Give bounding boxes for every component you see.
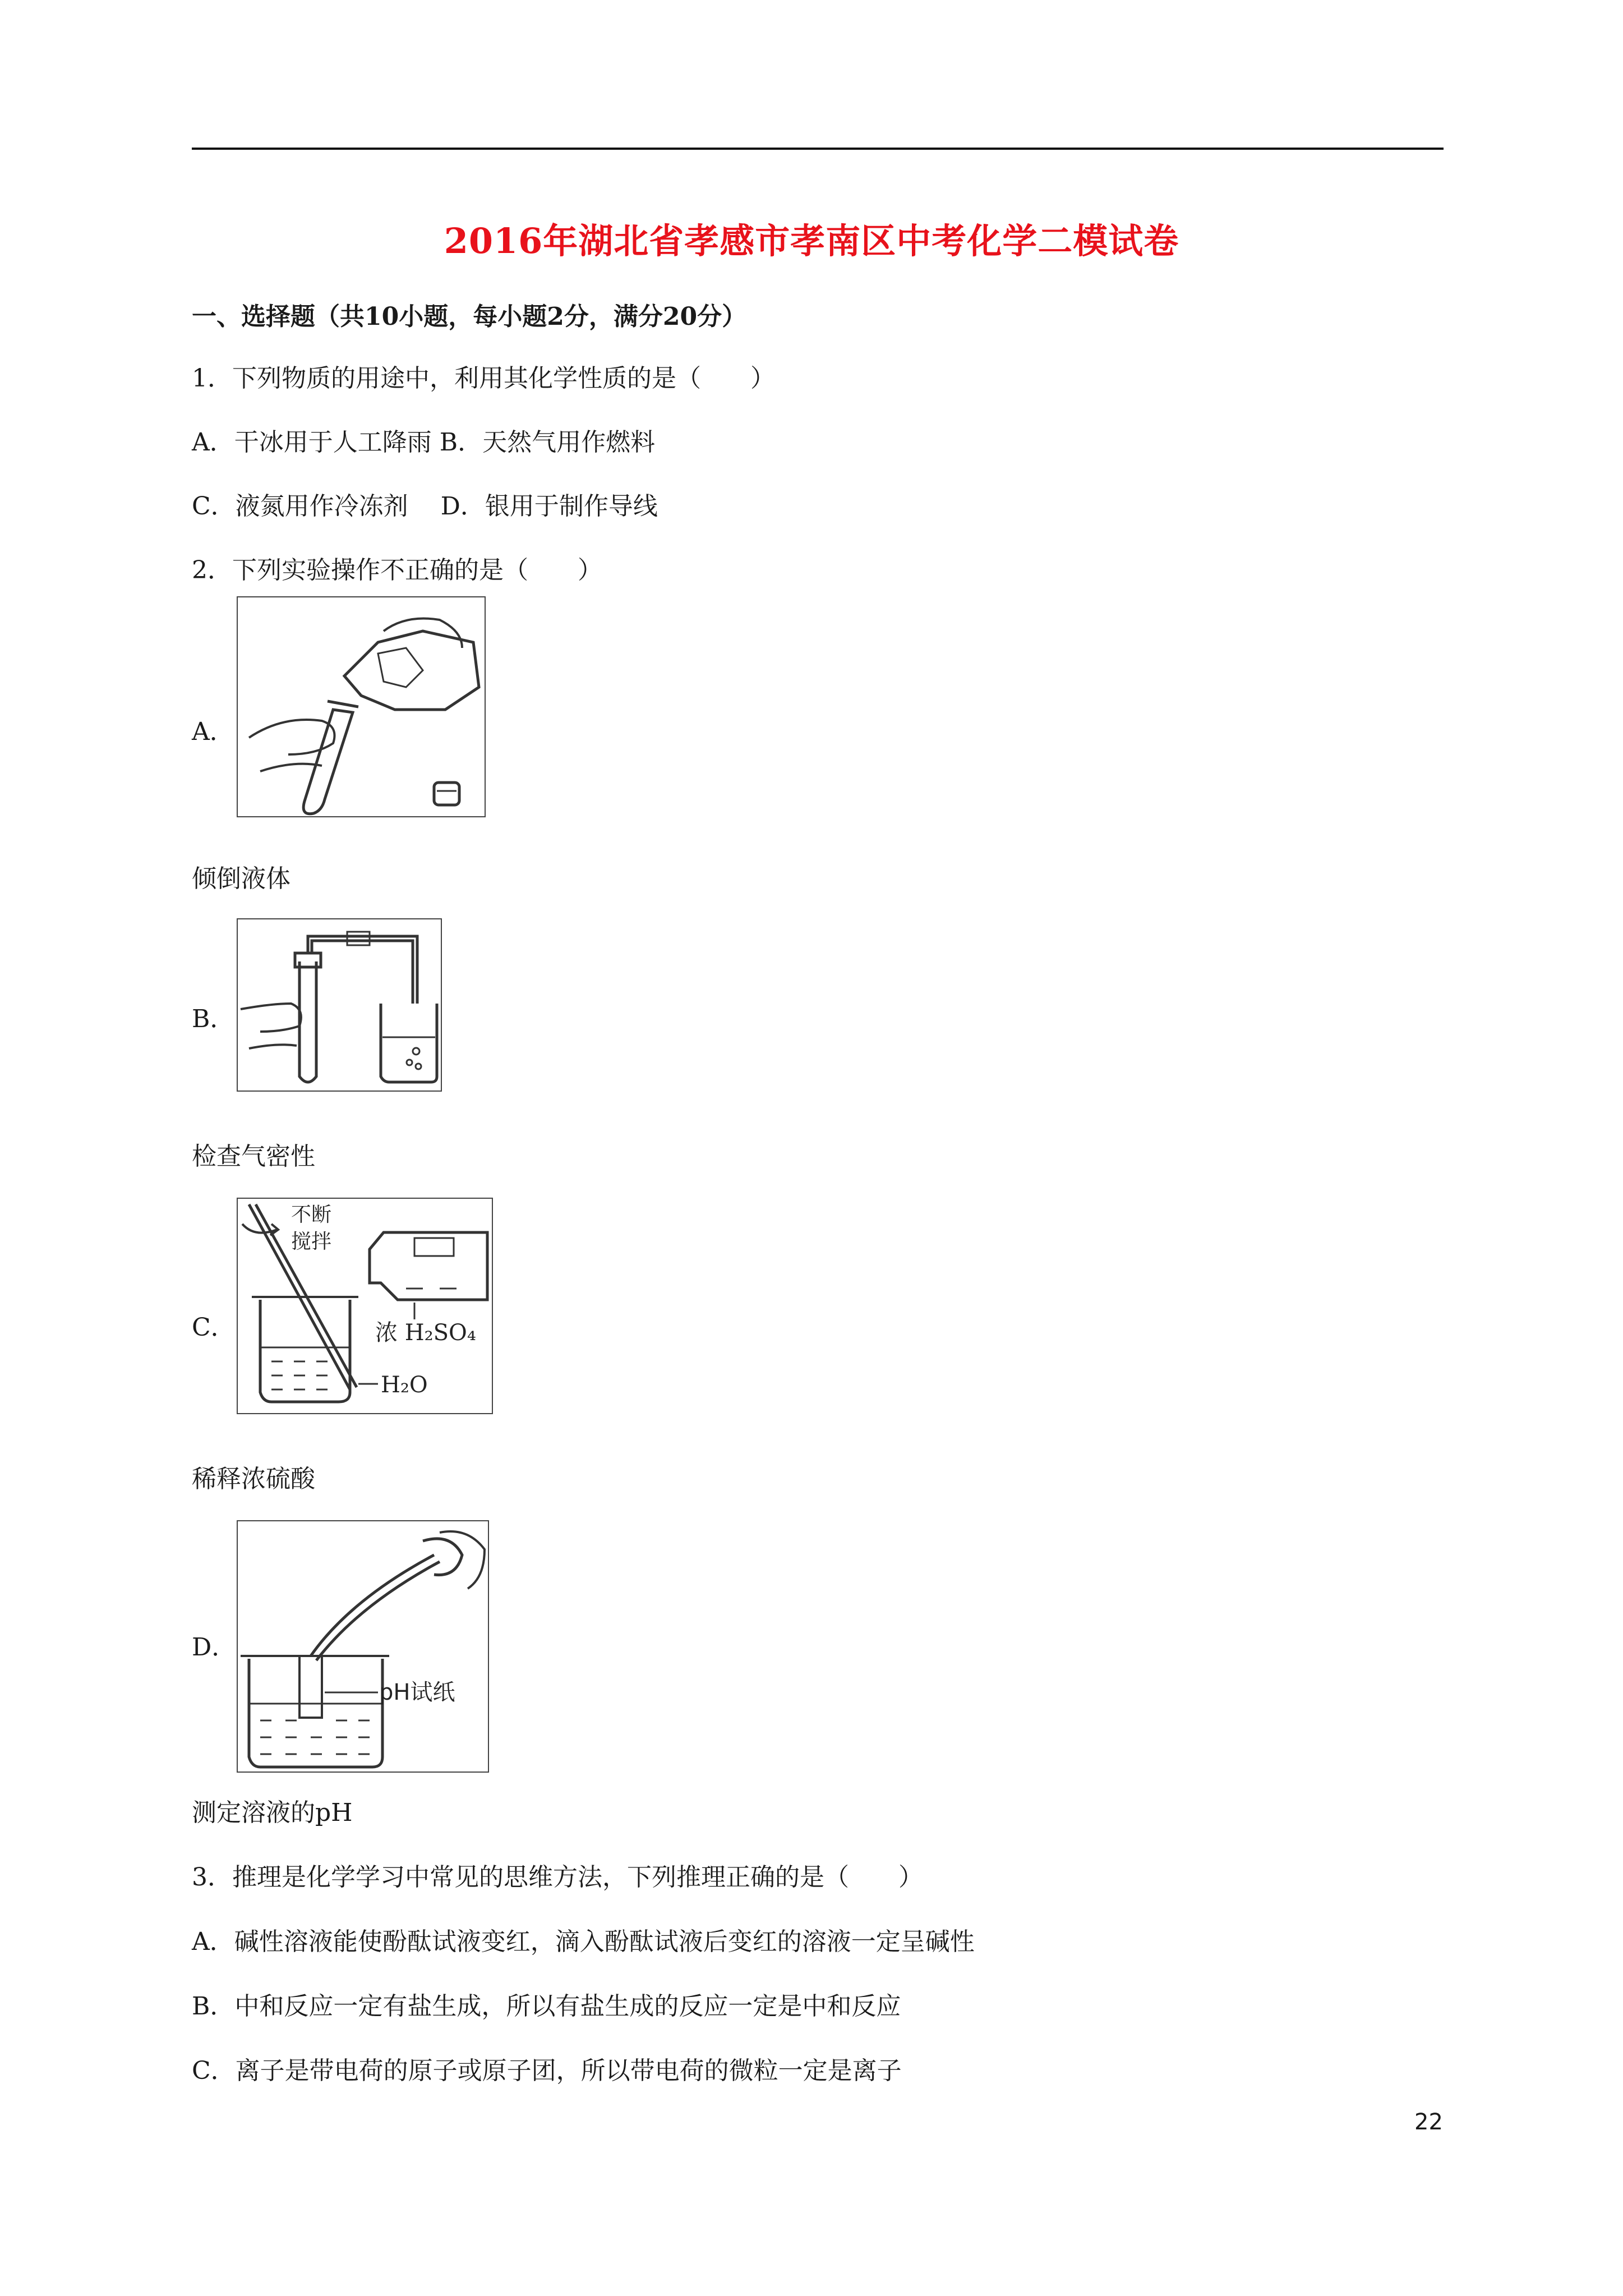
q2-option-b-letter: B． [192,1005,235,1033]
acid-label: 浓 H₂SO₄ [375,1320,476,1346]
q1-stem: 1．下列物质的用途中，利用其化学性质的是（ ） [192,364,775,393]
stir-label-2: 搅拌 [291,1230,332,1253]
page-number: 22 [1414,2109,1443,2135]
q3-option-b: B．中和反应一定有盐生成，所以有盐生成的反应一定是中和反应 [192,1992,901,2021]
q1-options-ab: A．干冰用于人工降雨 B．天然气用作燃料 [192,428,656,457]
q2-option-c-letter: C． [192,1313,236,1342]
ph-test-figure [237,1520,489,1773]
section-heading: 一、选择题（共10小题，每小题2分，满分20分） [192,302,747,331]
dilute-sulfuric-acid-figure [237,1198,493,1414]
stir-label-1: 不断 [291,1203,332,1226]
q2-option-b-caption: 检查气密性 [192,1142,315,1171]
q3-option-c: C．离子是带电荷的原子或原子团，所以带电荷的微粒一定是离子 [192,2056,902,2085]
q2-stem: 2．下列实验操作不正确的是（ ） [192,556,602,585]
q2-option-d-caption: 测定溶液的pH [192,1798,353,1827]
q3-option-a: A．碱性溶液能使酚酞试液变红，滴入酚酞试液后变红的溶液一定呈碱性 [192,1927,975,1956]
q1-options-cd: C．液氮用作冷冻剂 D．银用于制作导线 [192,492,658,521]
ph-paper-label: pH试纸 [379,1680,455,1705]
page-title: 2016年湖北省孝感市孝南区中考化学二模试卷 [444,220,1179,261]
header-rule [192,148,1444,150]
pouring-liquid-figure [237,596,486,817]
q2-option-c-caption: 稀释浓硫酸 [192,1465,315,1493]
airtightness-check-figure [237,918,442,1092]
q2-option-a-letter: A． [192,717,234,746]
q2-option-a-caption: 倾倒液体 [192,864,291,893]
water-label: H₂O [381,1372,428,1398]
q3-stem: 3．推理是化学学习中常见的思维方法，下列推理正确的是（ ） [192,1863,923,1892]
q2-option-d-letter: D． [192,1633,237,1662]
